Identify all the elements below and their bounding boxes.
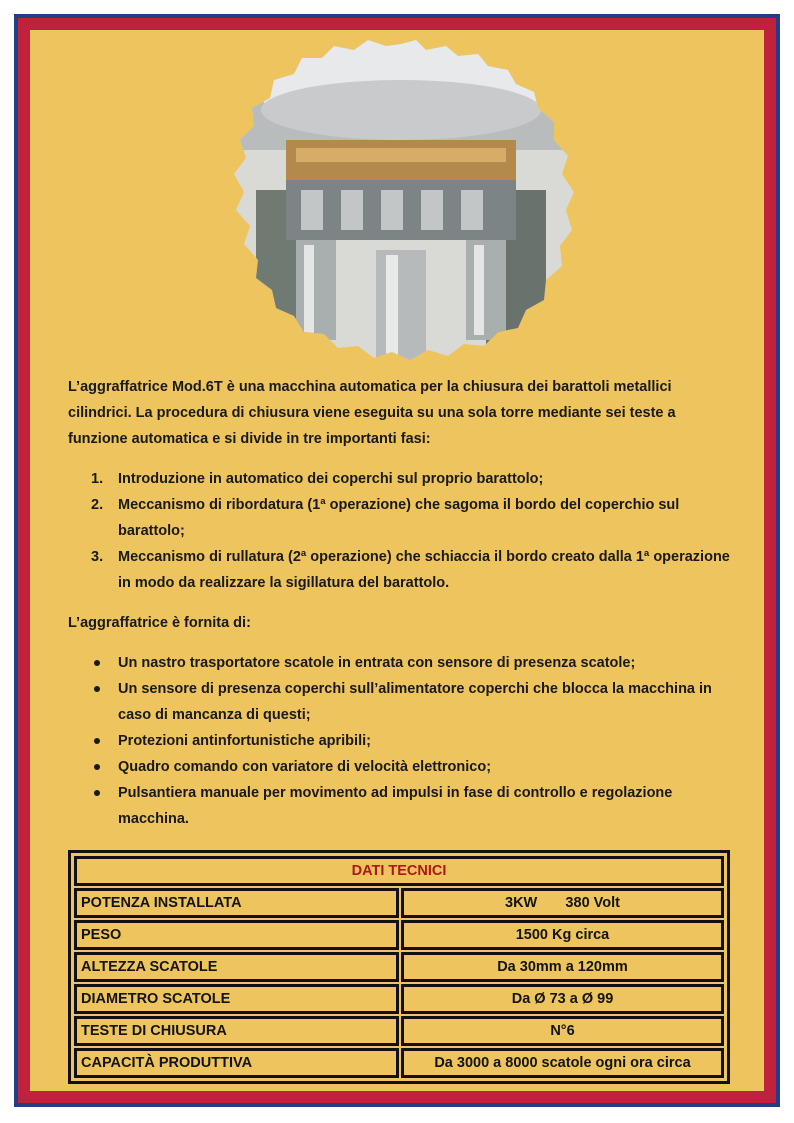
- row-label: ALTEZZA SCATOLE: [74, 952, 399, 982]
- bullet-icon: [94, 790, 100, 796]
- row-value: Da 3000 a 8000 scatole ogni ora circa: [401, 1048, 724, 1078]
- list-item: Un nastro trasportatore scatole in entrata con sensore di presenza scatole;: [68, 650, 738, 676]
- table-row: [73, 951, 725, 983]
- row-label: PESO: [74, 920, 399, 950]
- row-label: DIAMETRO SCATOLE: [74, 984, 399, 1014]
- table-header: DATI TECNICI: [74, 856, 724, 886]
- machine-photo: [226, 40, 576, 360]
- intro-paragraph: L’aggraffatrice Mod.6T è una macchina automatica per la chiusura dei barattoli metallici cilindrici. La procedura di chiusura viene eseguita su una sola torre mediante sei teste a funzione automatica e si divide in tre importanti fasi:: [68, 379, 676, 447]
- row-value: Da Ø 73 a Ø 99: [401, 984, 724, 1014]
- table-row: [73, 983, 725, 1015]
- list-item: Pulsantiera manuale per movimento ad impulsi in fase di controllo e regolazione macchina.: [68, 780, 738, 832]
- row-value: N°6: [401, 1016, 724, 1046]
- row-label: TESTE DI CHIUSURA: [74, 1016, 399, 1046]
- table-row: [73, 887, 725, 919]
- row-label: CAPACITÀ PRODUTTIVA: [74, 1048, 399, 1078]
- list-item: Un sensore di presenza coperchi sull’alimentatore coperchi che blocca la macchina in caso di mancanza di questi;: [68, 676, 738, 728]
- row-value: 3KW 380 Volt: [401, 888, 724, 918]
- table-row: [73, 1047, 725, 1079]
- list-item: 2. Meccanismo di ribordatura (1ª operazione) che sagoma il bordo del coperchio sul barattolo;: [91, 497, 680, 539]
- list-item: Quadro comando con variatore di velocità elettronico;: [68, 754, 738, 780]
- bullet-icon: [94, 738, 100, 744]
- table-row: [73, 1015, 725, 1047]
- technical-data-table: [68, 850, 730, 1084]
- row-label: POTENZA INSTALLATA: [74, 888, 399, 918]
- table-row: [73, 919, 725, 951]
- row-value: 1500 Kg circa: [401, 920, 724, 950]
- bullet-icon: [94, 660, 100, 666]
- phases-list: [68, 466, 738, 596]
- list-item: 3. Meccanismo di rullatura (2ª operazione) che schiaccia il bordo creato dalla 1ª operazione in modo da realizzare la sigillatura del barattolo.: [91, 549, 730, 591]
- features-intro: L’aggraffatrice è fornita di:: [68, 615, 251, 631]
- row-value: Da 30mm a 120mm: [401, 952, 724, 982]
- features-list: [68, 650, 738, 832]
- sheet: [30, 30, 764, 1091]
- bullet-icon: [94, 686, 100, 692]
- list-item: 1. Introduzione in automatico dei coperchi sul proprio barattolo;: [91, 471, 544, 487]
- list-item: Protezioni antinfortunistiche apribili;: [68, 728, 738, 754]
- bullet-icon: [94, 764, 100, 770]
